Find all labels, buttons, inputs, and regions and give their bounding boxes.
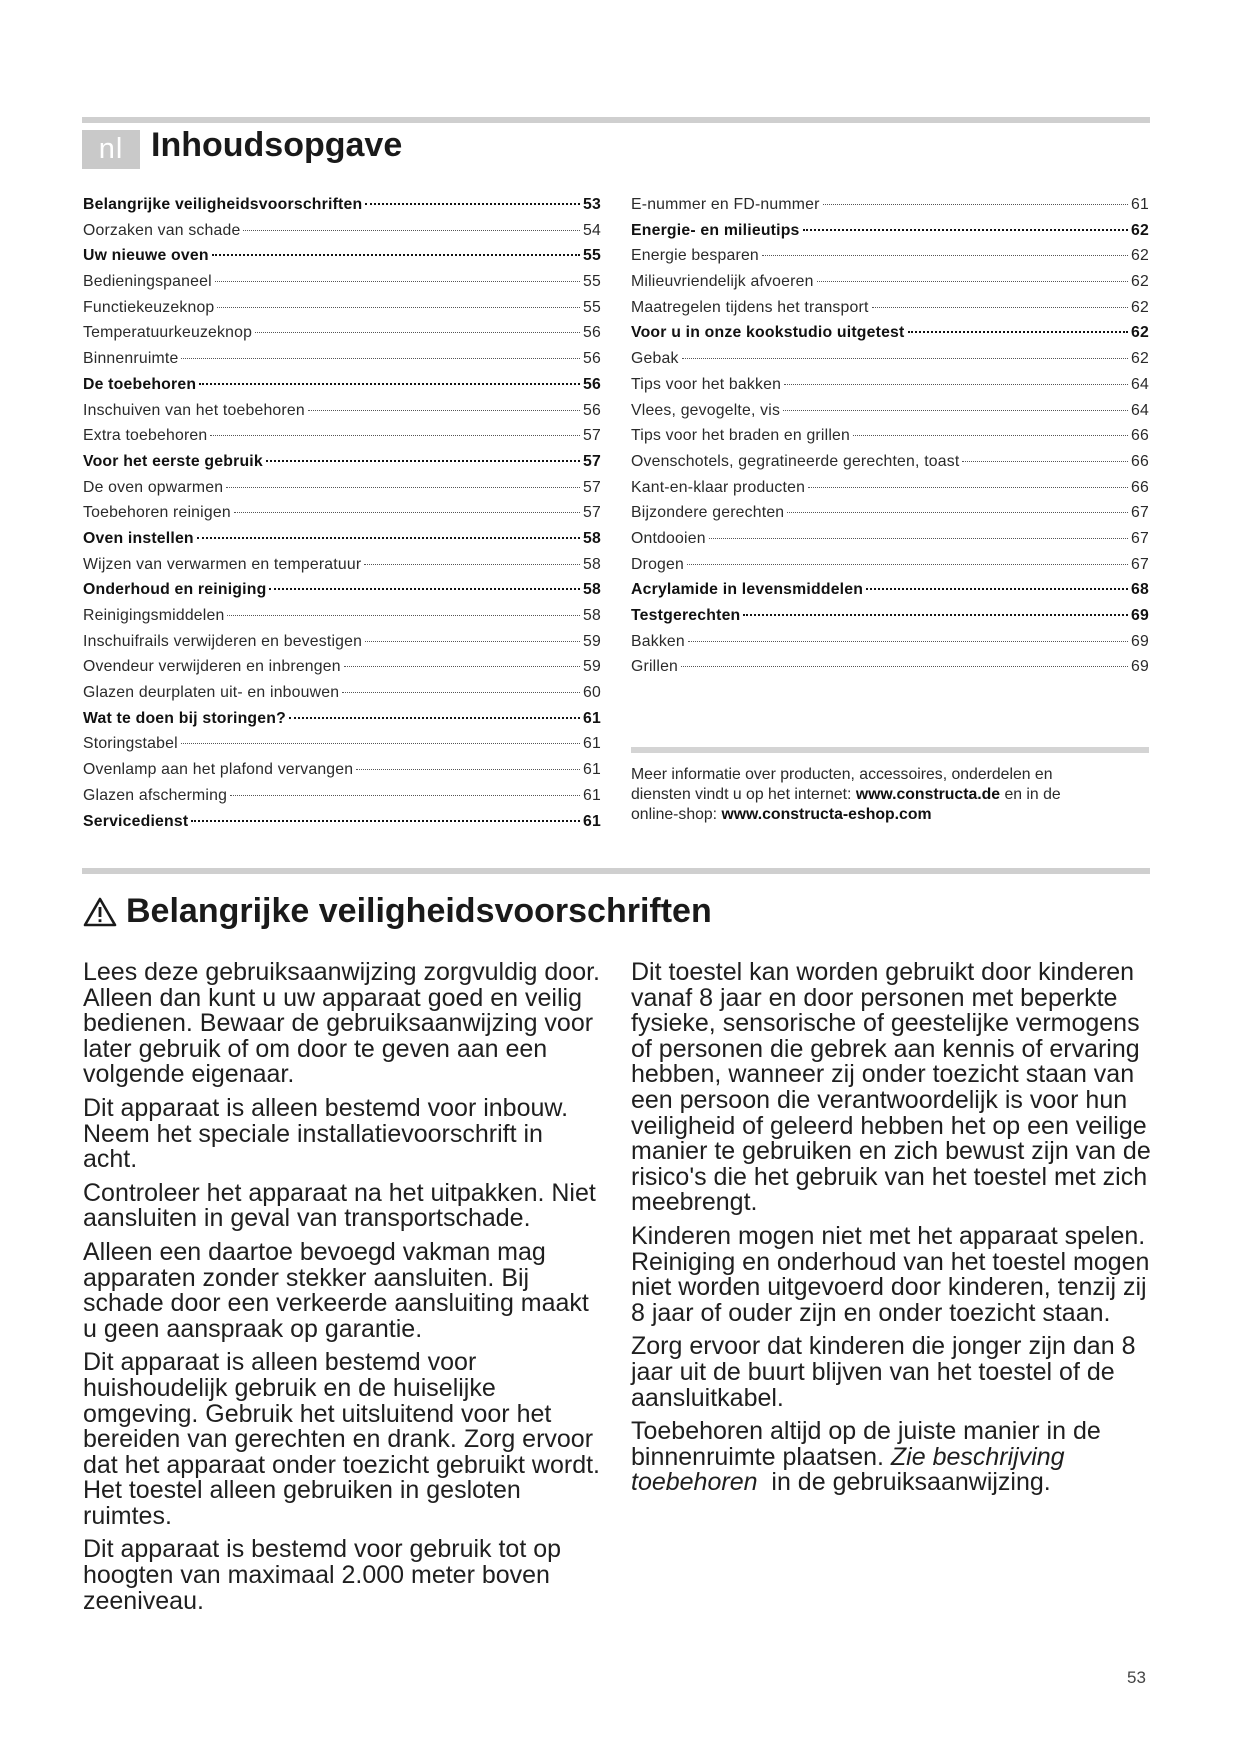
toc-entry-label: Kant-en-klaar producten <box>631 478 806 496</box>
toc-entry[interactable] <box>631 273 1149 299</box>
safety-paragraph: Controleer het apparaat na het uitpakken. Niet aansluiten in geval van transportschade. <box>83 1178 596 1233</box>
toc-dot-leader <box>817 281 1128 282</box>
toc-dot-leader <box>226 487 580 488</box>
toc-entry-label: Oven instellen <box>83 529 194 547</box>
toc-entry-page: 61 <box>583 709 601 727</box>
toc-dot-leader <box>210 435 580 436</box>
safety-paragraph: Dit apparaat is alleen bestemd voor huishoudelijk gebruik en de huiselijke omgeving. Gebruik het uitsluitend voor het bereiden van gerechten en drank. Zorg ervoor dat het apparaat onder toezicht gebruikt wordt. Het toestel alleen gebruiken in gesloten ruimtes. <box>83 1348 600 1530</box>
toc-dot-leader <box>688 641 1128 642</box>
toc-entry-page: 59 <box>583 658 601 676</box>
toc-dot-leader <box>227 615 580 616</box>
toc-entry[interactable] <box>83 761 601 787</box>
safety-title-text: Belangrijke veiligheidsvoorschriften <box>126 892 712 930</box>
toc-entry-page: 68 <box>1131 581 1149 599</box>
toc-entry[interactable] <box>83 504 601 530</box>
info-text <box>631 765 1151 825</box>
toc-entry-label: Wat te doen bij storingen? <box>83 709 286 727</box>
toc-entry-label: Vlees, gevogelte, vis <box>631 401 781 419</box>
toc-entry-page: 58 <box>583 529 601 547</box>
eshop-link[interactable]: www.constructa-eshop.com <box>721 806 932 823</box>
toc-entry-page: 61 <box>583 786 601 804</box>
toc-entry[interactable] <box>83 813 601 839</box>
toc-entry-label: Tips voor het braden en grillen <box>631 427 850 445</box>
toc-entry-label: Energie- en milieutips <box>631 221 800 239</box>
toc-entry-label: Ontdooien <box>631 529 706 547</box>
toc-entry[interactable] <box>83 247 601 273</box>
toc-dot-leader <box>784 384 1128 385</box>
safety-paragraph: Dit apparaat is bestemd voor gebruik tot op hoogten van maximaal 2.000 meter boven zeeniveau. <box>83 1535 562 1615</box>
toc-entry-label: Reinigingsmiddelen <box>83 607 225 624</box>
toc-entry[interactable] <box>83 710 601 736</box>
toc-entry-page: 69 <box>1131 607 1149 624</box>
toc-entry-label: Functiekeuzeknop <box>83 298 215 316</box>
toc-entry-page: 69 <box>1131 632 1149 650</box>
info-line-3-pre: online-shop: <box>631 806 722 823</box>
toc-entry-label: Toebehoren reinigen <box>83 504 231 522</box>
safety-paragraph: Kinderen mogen niet met het apparaat spelen. Reiniging en onderhoud van het toestel mogen niet worden uitgevoerd door kinderen, tenzij zij 8 jaar of ouder zijn en onder toezicht staan. <box>631 1221 1150 1327</box>
toc-dot-leader <box>289 717 580 719</box>
toc-entry-label: Bijzondere gerechten <box>631 504 785 522</box>
toc-dot-leader <box>962 461 1128 462</box>
safety-paragraph: Lees deze gebruiksaanwijzing zorgvuldig door. Alleen dan kunt u uw apparaat goed en veilig bedienen. Bewaar de gebruiksaanwijzing voor later gebruik of om door te geven aan een volgende eigenaar. <box>83 958 600 1089</box>
safety-paragraph: Alleen een daartoe bevoegd vakman mag apparaten zonder stekker aansluiten. Bij schade door een verkeerde aansluiting maakt u geen aanspraak op garantie. <box>83 1237 589 1343</box>
toc-entry-page: 57 <box>583 427 601 445</box>
toc-entry-page: 55 <box>583 273 601 291</box>
info-line-2-post: en in de <box>1000 786 1061 803</box>
toc-entry-page: 57 <box>583 478 601 496</box>
toc-entry-label: Binnenruimte <box>83 350 179 368</box>
toc-entry-label: Ovenschotels, gegratineerde gerechten, toast <box>631 452 960 470</box>
toc-entry[interactable] <box>631 658 1149 684</box>
toc-entry-page: 61 <box>583 735 601 753</box>
toc-dot-leader <box>364 564 580 565</box>
toc-entry-label: E-nummer en FD-nummer <box>631 196 820 213</box>
toc-entry-label: Inschuifrails verwijderen en bevestigen <box>83 632 363 650</box>
toc-entry-label: Temperatuurkeuzeknop <box>83 324 253 342</box>
toc-dot-leader <box>266 460 580 462</box>
toc-entry[interactable] <box>631 402 1149 428</box>
toc-dot-leader <box>681 666 1128 667</box>
toc-entry[interactable] <box>631 350 1149 376</box>
toc-entry-label: Testgerechten <box>631 607 741 624</box>
toc-dot-leader <box>908 331 1129 333</box>
toc-dot-leader <box>199 383 580 385</box>
toc-dot-leader <box>342 692 580 693</box>
top-divider <box>82 117 1150 123</box>
toc-dot-leader <box>682 358 1128 359</box>
last-text-pre: Toebehoren altijd op de juiste manier in de binnenruimte plaatsen. <box>631 1417 1101 1471</box>
toc-dot-leader <box>215 281 580 282</box>
safety-paragraph-last <box>631 1419 1151 1496</box>
toc-entry-page: 61 <box>1131 196 1149 213</box>
info-line-1: Meer informatie over producten, accessoires, onderdelen en <box>631 766 1053 783</box>
toc-entry-page: 66 <box>1131 427 1149 445</box>
info-line-2-pre: diensten vindt u op het internet: <box>631 786 856 803</box>
toc-entry[interactable] <box>631 427 1149 453</box>
toc-entry-label: Milieuvriendelijk afvoeren <box>631 273 814 291</box>
toc-dot-leader <box>853 435 1128 436</box>
toc-entry[interactable] <box>631 453 1149 479</box>
toc-dot-leader <box>269 588 580 590</box>
toc-entry-label: Gebak <box>631 350 679 368</box>
toc-dot-leader <box>344 666 580 667</box>
toc-entry[interactable] <box>631 324 1149 350</box>
toc-dot-leader <box>787 512 1128 513</box>
toc-entry-page: 57 <box>583 452 601 470</box>
toc-entry-page: 62 <box>1131 247 1149 265</box>
toc-entry[interactable] <box>83 530 601 556</box>
toc-entry[interactable] <box>631 633 1149 659</box>
toc-dot-leader <box>308 410 580 411</box>
toc-entry-label: Belangrijke veiligheidsvoorschriften <box>83 196 363 213</box>
toc-entry-label: Extra toebehoren <box>83 427 208 445</box>
toc-right-column <box>631 196 1149 684</box>
toc-entry-page: 62 <box>1131 273 1149 291</box>
toc-entry-label: Glazen afscherming <box>83 786 228 804</box>
toc-dot-leader <box>181 358 580 359</box>
toc-entry-label: Ovendeur verwijderen en inbrengen <box>83 658 341 676</box>
toc-entry[interactable] <box>83 787 601 813</box>
toc-entry-label: Voor u in onze kookstudio uitgetest <box>631 324 905 342</box>
accessory-reference: Zie beschrijving toebehoren <box>631 1442 1065 1497</box>
toc-entry-page: 59 <box>583 632 601 650</box>
toc-entry[interactable] <box>83 324 601 350</box>
toc-entry-page: 66 <box>1131 452 1149 470</box>
toc-entry[interactable] <box>83 299 601 325</box>
toc-entry-label: Ovenlamp aan het plafond vervangen <box>83 761 354 779</box>
toc-entry-page: 57 <box>583 504 601 522</box>
toc-entry[interactable] <box>631 247 1149 273</box>
toc-entry-label: Maatregelen tijdens het transport <box>631 298 869 316</box>
toc-entry-page: 62 <box>1131 350 1149 368</box>
toc-dot-leader <box>230 795 580 796</box>
toc-entry-page: 58 <box>583 607 601 624</box>
toc-entry[interactable] <box>83 581 601 607</box>
toc-dot-leader <box>365 641 580 642</box>
toc-entry[interactable] <box>631 299 1149 325</box>
toc-entry-page: 61 <box>583 761 601 779</box>
toc-dot-leader <box>803 229 1128 231</box>
toc-entry-label: Bakken <box>631 632 685 650</box>
toc-dot-leader <box>783 410 1128 411</box>
toc-entry-label: Voor het eerste gebruik <box>83 452 263 470</box>
toc-entry[interactable] <box>631 376 1149 402</box>
toc-dot-leader <box>356 769 580 770</box>
toc-dot-leader <box>365 203 580 205</box>
toc-entry-page: 58 <box>583 555 601 573</box>
toc-entry-page: 60 <box>583 684 601 702</box>
toc-entry-label: Bedieningspaneel <box>83 273 212 291</box>
toc-entry[interactable] <box>83 684 601 710</box>
toc-entry[interactable] <box>83 196 601 222</box>
toc-entry[interactable] <box>83 453 601 479</box>
toc-entry[interactable] <box>83 350 601 376</box>
toc-entry[interactable] <box>631 530 1149 556</box>
toc-entry-page: 67 <box>1131 504 1149 522</box>
toc-entry-page: 56 <box>583 350 601 368</box>
website-link[interactable]: www.constructa.de <box>855 786 1001 803</box>
toc-entry[interactable] <box>83 273 601 299</box>
safety-right-column <box>631 960 1151 1504</box>
toc-dot-leader <box>808 487 1128 488</box>
toc-dot-leader <box>197 537 580 539</box>
toc-dot-leader <box>217 307 580 308</box>
toc-entry[interactable] <box>83 427 601 453</box>
toc-entry[interactable] <box>83 402 601 428</box>
toc-dot-leader <box>709 538 1128 539</box>
toc-entry[interactable] <box>631 581 1149 607</box>
toc-entry-label: Storingstabel <box>83 735 178 753</box>
toc-entry-label: Inschuiven van het toebehoren <box>83 401 305 419</box>
toc-entry[interactable] <box>83 479 601 505</box>
toc-entry-page: 55 <box>583 247 601 265</box>
language-badge: nl <box>82 130 140 169</box>
toc-entry-label: Acrylamide in levensmiddelen <box>631 581 864 599</box>
toc-entry-page: 62 <box>1131 324 1149 342</box>
toc-entry-page: 67 <box>1131 529 1149 547</box>
toc-entry-label: Drogen <box>631 555 685 573</box>
toc-entry-label: Onderhoud en reiniging <box>83 581 267 599</box>
toc-dot-leader <box>823 204 1128 205</box>
toc-entry-label: De toebehoren <box>83 375 197 393</box>
toc-entry-page: 66 <box>1131 478 1149 496</box>
toc-entry-page: 58 <box>583 581 601 599</box>
toc-entry-page: 64 <box>1131 375 1149 393</box>
toc-entry-page: 61 <box>583 812 601 830</box>
toc-entry[interactable] <box>83 556 601 582</box>
toc-entry-page: 62 <box>1131 221 1149 239</box>
safety-paragraph: Dit apparaat is alleen bestemd voor inbouw. Neem het speciale installatievoorschrift in acht. <box>83 1093 569 1174</box>
toc-entry-page: 62 <box>1131 298 1149 316</box>
toc-entry-page: 54 <box>583 221 601 239</box>
toc-entry[interactable] <box>83 607 601 633</box>
warning-icon <box>82 896 118 928</box>
toc-dot-leader <box>687 564 1128 565</box>
toc-entry-label: Glazen deurplaten uit- en inbouwen <box>83 684 340 702</box>
toc-entry-page: 56 <box>583 324 601 342</box>
safety-title <box>82 892 712 931</box>
toc-dot-leader <box>212 254 580 256</box>
section-divider <box>82 868 1150 874</box>
toc-entry-page: 55 <box>583 298 601 316</box>
toc-dot-leader <box>181 743 580 744</box>
toc-dot-leader <box>872 307 1128 308</box>
safety-paragraph: Zorg ervoor dat kinderen die jonger zijn dan 8 jaar uit de buurt blijven van het toestel of de aansluitkabel. <box>631 1332 1136 1412</box>
toc-dot-leader <box>255 332 580 333</box>
toc-dot-leader <box>866 588 1128 590</box>
toc-entry-page: 69 <box>1131 658 1149 676</box>
safety-left-column <box>83 960 603 1622</box>
last-text-post: in de gebruiksaanwijzing. <box>757 1468 1051 1497</box>
toc-entry[interactable] <box>631 504 1149 530</box>
toc-entry-label: Oorzaken van schade <box>83 221 241 239</box>
info-divider <box>631 747 1149 753</box>
toc-entry-label: Uw nieuwe oven <box>83 247 209 265</box>
toc-entry-label: De oven opwarmen <box>83 478 224 496</box>
toc-entry[interactable] <box>83 222 601 248</box>
toc-entry[interactable] <box>83 658 601 684</box>
toc-entry[interactable] <box>83 735 601 761</box>
toc-dot-leader <box>191 820 580 822</box>
toc-entry-page: 67 <box>1131 555 1149 573</box>
toc-dot-leader <box>743 614 1128 616</box>
safety-paragraph: Dit toestel kan worden gebruikt door kinderen vanaf 8 jaar en door personen met beperkte fysieke, sensorische of geestelijke vermogens of personen die gebrek aan kennis of ervaring hebben, wanneer zij onder toezicht staan van een persoon die verantwoordelijk is voor hun veiligheid of geleerd hebben het op een veilige manier te gebruiken en zich bewust zijn van de risico's die het gebruik van het toestel met zich meebrengt. <box>631 958 1151 1217</box>
toc-entry[interactable] <box>631 607 1149 633</box>
page-number: 53 <box>1127 1668 1146 1687</box>
toc-entry-page: 53 <box>583 196 601 213</box>
toc-entry[interactable] <box>631 556 1149 582</box>
toc-dot-leader <box>243 230 580 231</box>
toc-entry-page: 56 <box>583 401 601 419</box>
toc-dot-leader <box>762 255 1128 256</box>
toc-dot-leader <box>234 512 580 513</box>
toc-entry[interactable] <box>631 222 1149 248</box>
toc-entry-label: Grillen <box>631 658 679 676</box>
toc-entry-page: 56 <box>583 375 601 393</box>
toc-entry-label: Wijzen van verwarmen en temperatuur <box>83 555 362 573</box>
toc-title: Inhoudsopgave <box>151 126 403 164</box>
toc-entry[interactable] <box>631 479 1149 505</box>
toc-entry-label: Servicedienst <box>83 812 189 830</box>
toc-entry[interactable] <box>83 633 601 659</box>
toc-entry[interactable] <box>631 196 1149 222</box>
toc-entry-page: 64 <box>1131 401 1149 419</box>
toc-entry[interactable] <box>83 376 601 402</box>
toc-left-column <box>83 196 601 838</box>
toc-entry-label: Tips voor het bakken <box>631 375 782 393</box>
toc-entry-label: Energie besparen <box>631 247 759 265</box>
